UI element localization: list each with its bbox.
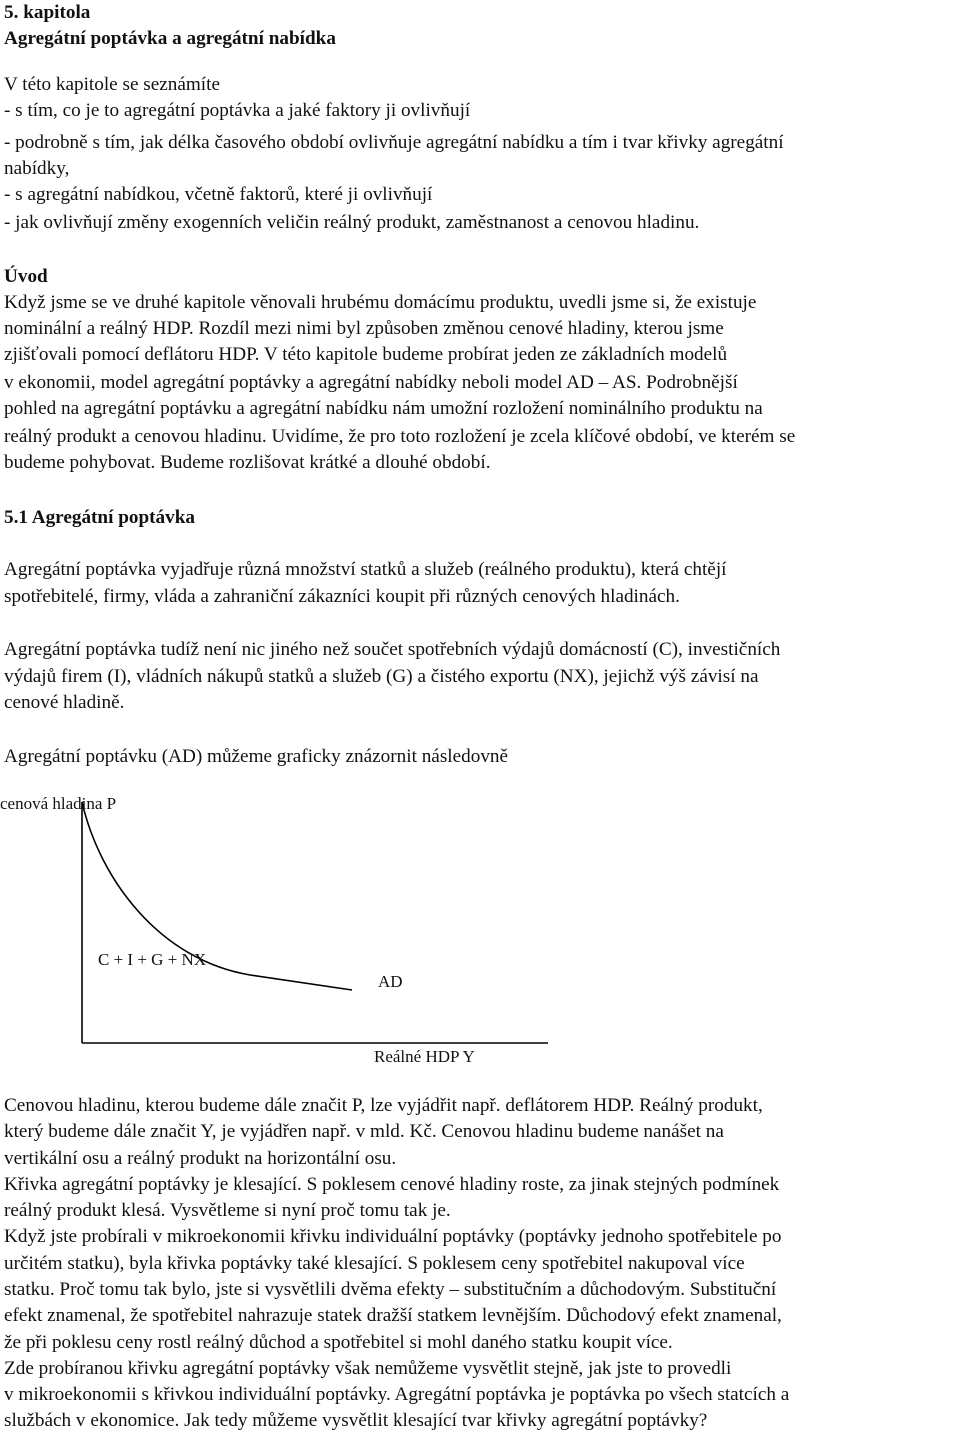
y-axis-label: cenová hladina P [0, 794, 117, 813]
uvod-line: reálný produkt a cenovou hladinu. Uvidíme, že pro toto rozložení je zcela klíčové období, ve kterém se [4, 426, 796, 447]
after-line: Křivka agregátní poptávky je klesající. S poklesem cenové hladiny roste, za jinak stejných podmínek [4, 1174, 780, 1195]
x-axis-label: Reálné HDP Y [374, 1047, 475, 1066]
intro-item: - s agregátní nabídkou, včetně faktorů, které ji ovlivňují [4, 184, 433, 205]
uvod-heading: Úvod [4, 266, 48, 287]
uvod-line: budeme pohybovat. Budeme rozlišovat krátké a dlouhé období. [4, 452, 491, 473]
chapter-title: Agregátní poptávka a agregátní nabídka [4, 28, 336, 49]
after-line: který budeme dále značit Y, je vyjádřen např. v mld. Kč. Cenovou hladinu budeme nanášet na [4, 1121, 724, 1142]
intro-heading: V této kapitole se seznámíte [4, 74, 220, 95]
uvod-line: pohled na agregátní poptávku a agregátní nabídku nám umožní rozložení nominálního produktu na [4, 398, 763, 419]
after-line: Cenovou hladinu, kterou budeme dále značit P, lze vyjádřit např. deflátorem HDP. Reálný produkt, [4, 1095, 763, 1116]
section-para2-line: cenové hladině. [4, 692, 125, 713]
uvod-line: v ekonomii, model agregátní poptávky a agregátní nabídky neboli model AD – AS. Podrobnější [4, 372, 738, 393]
section-para3: Agregátní poptávku (AD) můžeme graficky znázornit následovně [4, 746, 509, 767]
after-line: Zde probíranou křivku agregátní poptávky však nemůžeme vysvětlit stejně, jak jste to provedli [4, 1358, 732, 1379]
after-line: určitém statku), byla křivka poptávky také klesající. S poklesem ceny spotřebitel nakupoval více [4, 1253, 745, 1274]
uvod-line: zjišťovali pomocí deflátoru HDP. V této kapitole budeme probírat jeden ze základních modelů [4, 344, 728, 365]
ad-diagram-svg [0, 790, 560, 1080]
section-heading: 5.1 Agregátní poptávka [4, 507, 196, 528]
ad-diagram [0, 790, 560, 1080]
after-line: reálný produkt klesá. Vysvětleme si nyní proč tomu tak je. [4, 1200, 451, 1221]
after-line: službách v ekonomice. Jak tedy můžeme vysvětlit klesající tvar křivky agregátní poptávky? [4, 1410, 708, 1431]
after-line: vertikální osu a reálný produkt na horizontální osu. [4, 1148, 397, 1169]
ad-curve-label: AD [378, 972, 403, 991]
chapter-number: 5. kapitola [4, 2, 91, 23]
after-line: že při poklesu ceny rostl reálný důchod a spotřebitel si mohl daného statku koupit více. [4, 1332, 673, 1353]
intro-item: - jak ovlivňují změny exogenních veličin reálný produkt, zaměstnanost a cenovou hladinu. [4, 212, 700, 233]
intro-item: - podrobně s tím, jak délka časového období ovlivňuje agregátní nabídku a tím i tvar křivky agregátní [4, 132, 784, 153]
section-para2-line: výdajů firem (I), vládních nákupů statků a služeb (G) a čistého exportu (NX), jejichž výš závisí na [4, 666, 759, 687]
after-line: statku. Proč tomu tak bylo, jste si vysvětlili dvěma efekty – substitučním a důchodovým. Substituční [4, 1279, 777, 1300]
section-para1-line: spotřebitelé, firmy, vláda a zahraniční zákazníci koupit při různých cenových hladinách. [4, 586, 680, 607]
uvod-line: Když jsme se ve druhé kapitole věnovali hrubému domácímu produktu, uvedli jsme si, že existuje [4, 292, 757, 313]
after-line: v mikroekonomii s křivkou individuální poptávky. Agregátní poptávka je poptávka po všech statcích a [4, 1384, 790, 1405]
after-line: efekt znamenal, že spotřebitel nahrazuje statek dražší statkem levnějším. Důchodový efekt znamenal, [4, 1305, 782, 1326]
uvod-line: nominální a reálný HDP. Rozdíl mezi nimi byl způsoben změnou cenové hladiny, kterou jsme [4, 318, 724, 339]
section-para1-line: Agregátní poptávka vyjadřuje různá množství statků a služeb (reálného produktu), která chtějí [4, 559, 727, 580]
intro-item: - s tím, co je to agregátní poptávka a jaké faktory ji ovlivňují [4, 100, 471, 121]
intro-item: nabídky, [4, 158, 70, 179]
components-label: C + I + G + NX [98, 950, 207, 969]
section-para2-line: Agregátní poptávka tudíž není nic jiného než součet spotřebních výdajů domácností (C), investičních [4, 639, 781, 660]
after-line: Když jste probírali v mikroekonomii křivku individuální poptávky (poptávky jednoho spotřebitele po [4, 1226, 782, 1247]
